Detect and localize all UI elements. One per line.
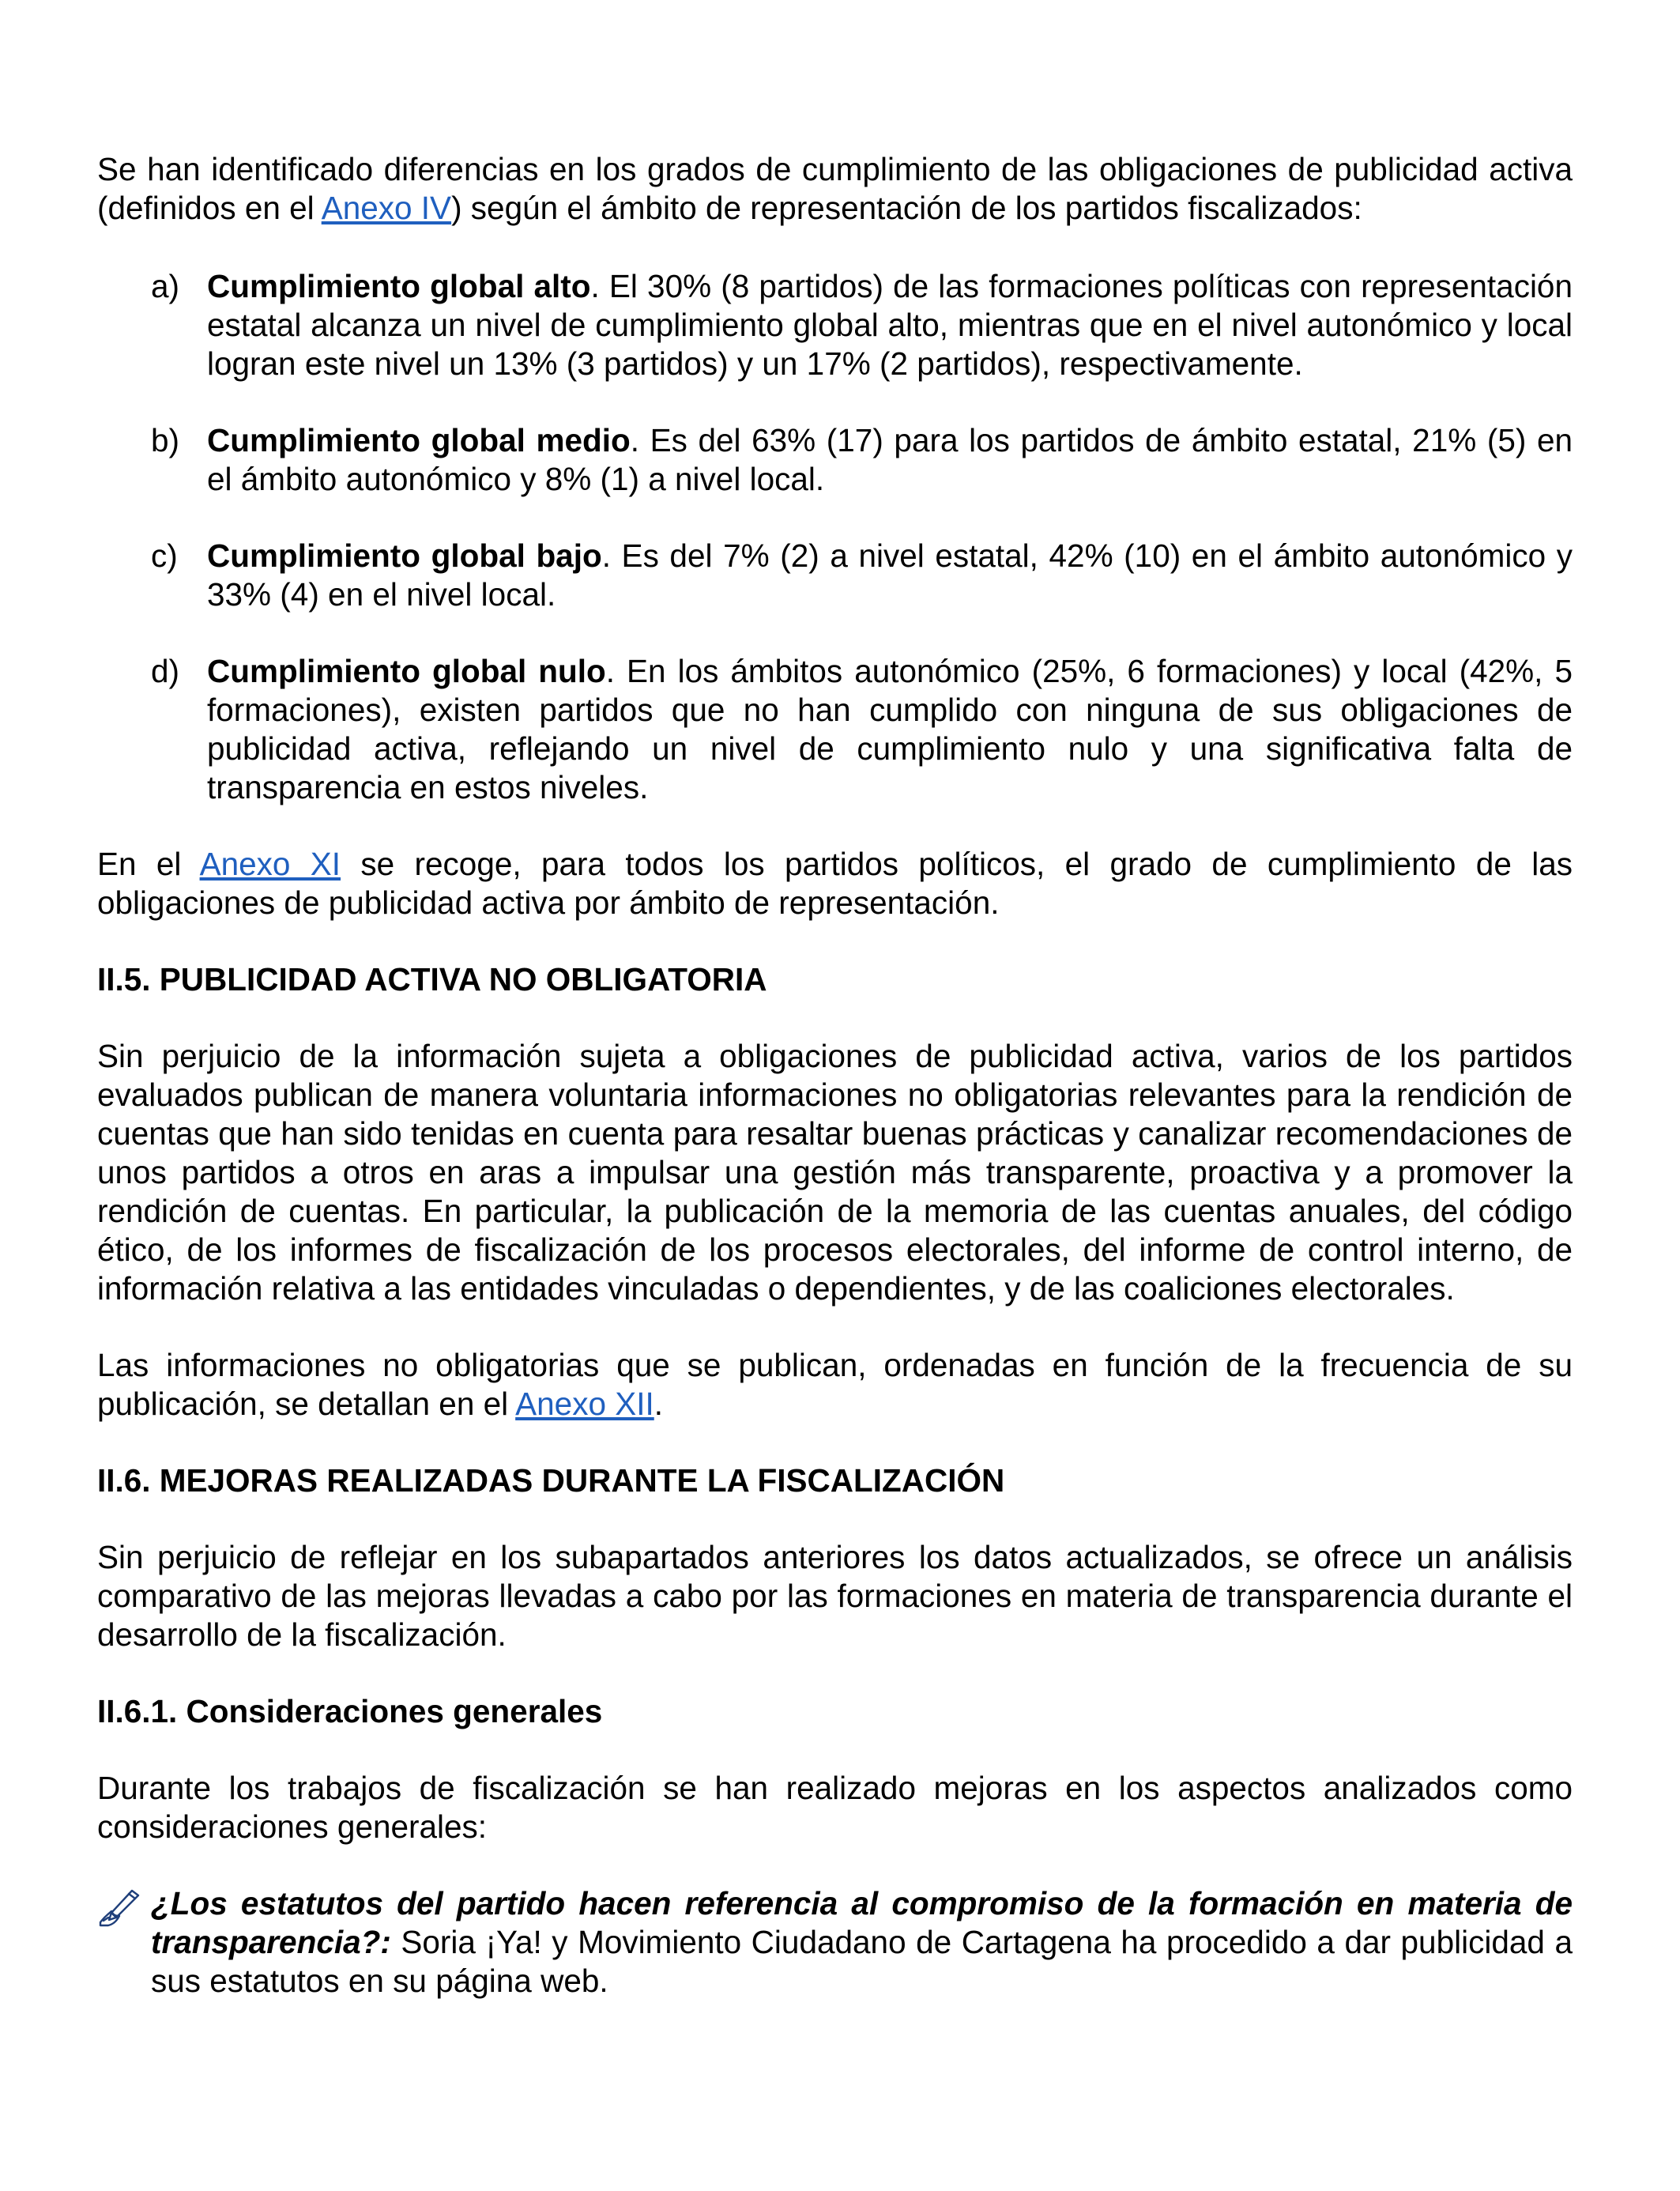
list-item <box>97 267 1573 383</box>
annex-iv-link[interactable]: Anexo IV <box>321 190 452 226</box>
section-5-paragraph: Sin perjuicio de la información sujeta a obligaciones de publicidad activa, varios de los partidos evaluados publican de manera voluntaria informaciones no obligatorias relevantes para la rendición de cuentas que han sido tenidas en cuenta para resaltar buenas prácticas y canalizar recomendaciones de unos partidos a otros en aras a impulsar una gestión más transparente, proactiva y a promover la rendición de cuentas. En particular, la publicación de la memoria de las cuentas anuales, del código ético, de los informes de fiscalización de los procesos electorales, del informe de control interno, de información relativa a las entidades vinculadas o dependientes, y de las coaliciones electorales. <box>97 1038 1573 1307</box>
section-5-heading: II.5. PUBLICIDAD ACTIVA NO OBLIGATORIA <box>97 961 767 997</box>
list-item-text: . Es del 63% (17) para los partidos de ámbito estatal, 21% (5) en el ámbito autonómico y 8% (1) a nivel local. <box>207 422 1573 497</box>
list-marker: d) <box>151 653 180 689</box>
annex-xi-link[interactable]: Anexo XI <box>199 846 341 882</box>
list-item <box>97 537 1573 614</box>
writing-hand-icon <box>97 1887 141 1927</box>
list-item <box>97 421 1573 499</box>
question-answer: Soria ¡Ya! y Movimiento Ciudadano de Cartagena ha procedido a dar publicidad a sus estatutos en su página web. <box>151 1924 1573 1999</box>
list-item-title: Cumplimiento global bajo <box>207 537 602 574</box>
annex-xi-paragraph: En el Anexo XI se recoge, para todos los partidos políticos, el grado de cumplimiento de las obligaciones de publicidad activa por ámbito de representación. <box>97 846 1573 921</box>
list-item-text: . Es del 7% (2) a nivel estatal, 42% (10) en el ámbito autonómico y 33% (4) en el nivel local. <box>207 537 1573 613</box>
list-marker: c) <box>151 537 178 574</box>
intro-paragraph: Se han identificado diferencias en los grados de cumplimiento de las obligaciones de publicidad activa (definidos en el Anexo IV) según el ámbito de representación de los partidos fiscalizados: <box>97 151 1573 226</box>
section-6-heading: II.6. MEJORAS REALIZADAS DURANTE LA FISCALIZACIÓN <box>97 1462 1005 1499</box>
section-6-1-paragraph: Durante los trabajos de fiscalización se han realizado mejoras en los aspectos analizados como consideraciones generales: <box>97 1770 1573 1845</box>
list-item-title: Cumplimiento global alto <box>207 268 591 304</box>
document-page <box>97 150 1573 2001</box>
list-item-text: . En los ámbitos autonómico (25%, 6 formaciones) y local (42%, 5 formaciones), existen partidos que no han cumplido con ninguna de sus obligaciones de publicidad activa, reflejando un nivel de cumplimiento nulo y una significativa falta de transparencia en estos niveles. <box>207 653 1573 805</box>
question-title: ¿Los estatutos del partido hacen referencia al compromiso de la formación en materia de transparencia?: <box>151 1885 1573 1960</box>
list-item-title: Cumplimiento global medio <box>207 422 631 458</box>
list-marker: a) <box>151 268 180 304</box>
section-6-paragraph: Sin perjuicio de reflejar en los subapartados anteriores los datos actualizados, se ofrece un análisis comparativo de las mejoras llevadas a cabo por las formaciones en materia de transparencia durante el desarrollo de la fiscalización. <box>97 1539 1573 1653</box>
list-item <box>97 652 1573 807</box>
list-marker: b) <box>151 422 180 458</box>
question-item <box>97 1884 1573 2001</box>
list-item-title: Cumplimiento global nulo <box>207 653 606 689</box>
compliance-list <box>97 267 1573 807</box>
annex-xii-paragraph: Las informaciones no obligatorias que se publican, ordenadas en función de la frecuencia de su publicación, se detallan en el Anexo XII. <box>97 1347 1573 1422</box>
annex-xii-link[interactable]: Anexo XII <box>515 1386 654 1422</box>
list-item-text: . El 30% (8 partidos) de las formaciones políticas con representación estatal alcanza un nivel de cumplimiento global alto, mientras que en el nivel autonómico y local logran este nivel un 13% (3 partidos) y un 17% (2 partidos), respectivamente. <box>207 268 1573 382</box>
section-6-1-heading: II.6.1. Consideraciones generales <box>97 1693 603 1729</box>
